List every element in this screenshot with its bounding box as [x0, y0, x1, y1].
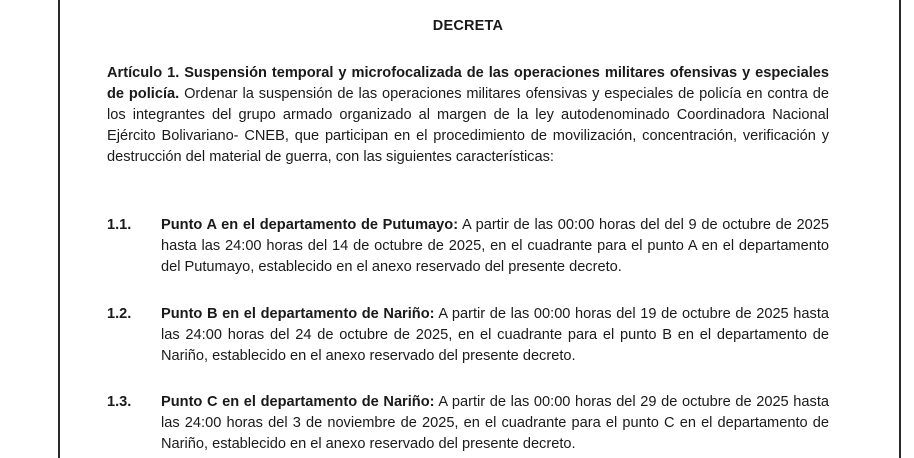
point-title: Punto C en el departamento de Nariño:	[161, 394, 435, 410]
point-1-3	[107, 392, 829, 455]
point-text: A partir de las 00:00 horas del 29 de octubre de 2025 hasta las 24:00 horas del 3 de noviembre de 2025, en el cuadrante para el punto C en el departamento de Nariño, establecido en el anexo reservado del presente decreto.	[161, 394, 830, 452]
document-heading: DECRETA	[432, 18, 504, 34]
point-text: A partir de las 00:00 horas del 19 de octubre de 2025 hasta las 24:00 horas del 24 de octubre de 2025, en el cuadrante para el punto B en el departamento de Nariño, establecido en el anexo reservado del presente decreto.	[161, 306, 830, 364]
point-text: A partir de las 00:00 horas del del 9 de octubre de 2025 hasta las 24:00 horas del 14 de octubre de 2025, en el cuadrante para el punto A en el departamento del Putumayo, establecido en el anexo reservado del presente decreto.	[161, 217, 830, 275]
article-1	[107, 63, 829, 168]
point-title: Punto B en el departamento de Nariño:	[161, 306, 435, 322]
point-number: 1.2.	[107, 306, 132, 322]
point-title: Punto A en el departamento de Putumayo:	[161, 217, 459, 233]
page-border-left	[58, 0, 60, 458]
page-border-right	[899, 0, 901, 458]
point-1-2	[107, 304, 829, 367]
article-title: Artículo 1. Suspensión temporal y microfocalizada de las operaciones militares ofensivas y especiales de policía.	[107, 65, 829, 102]
point-1-1	[107, 215, 829, 278]
point-number: 1.1.	[107, 217, 132, 233]
point-body	[161, 215, 829, 278]
article-text: Ordenar la suspensión de las operaciones militares ofensivas y especiales de policía en contra de los integrantes del grupo armado organizado al margen de la ley autodenominado Coordinadora Nacional Ejército Bolivariano- CNEB, que participan en el procedimiento de movilización, concentración, verificación y destrucción del material de guerra, con las siguientes características:	[107, 86, 829, 165]
point-body	[161, 304, 829, 367]
point-number: 1.3.	[107, 394, 132, 410]
point-body	[161, 392, 829, 455]
